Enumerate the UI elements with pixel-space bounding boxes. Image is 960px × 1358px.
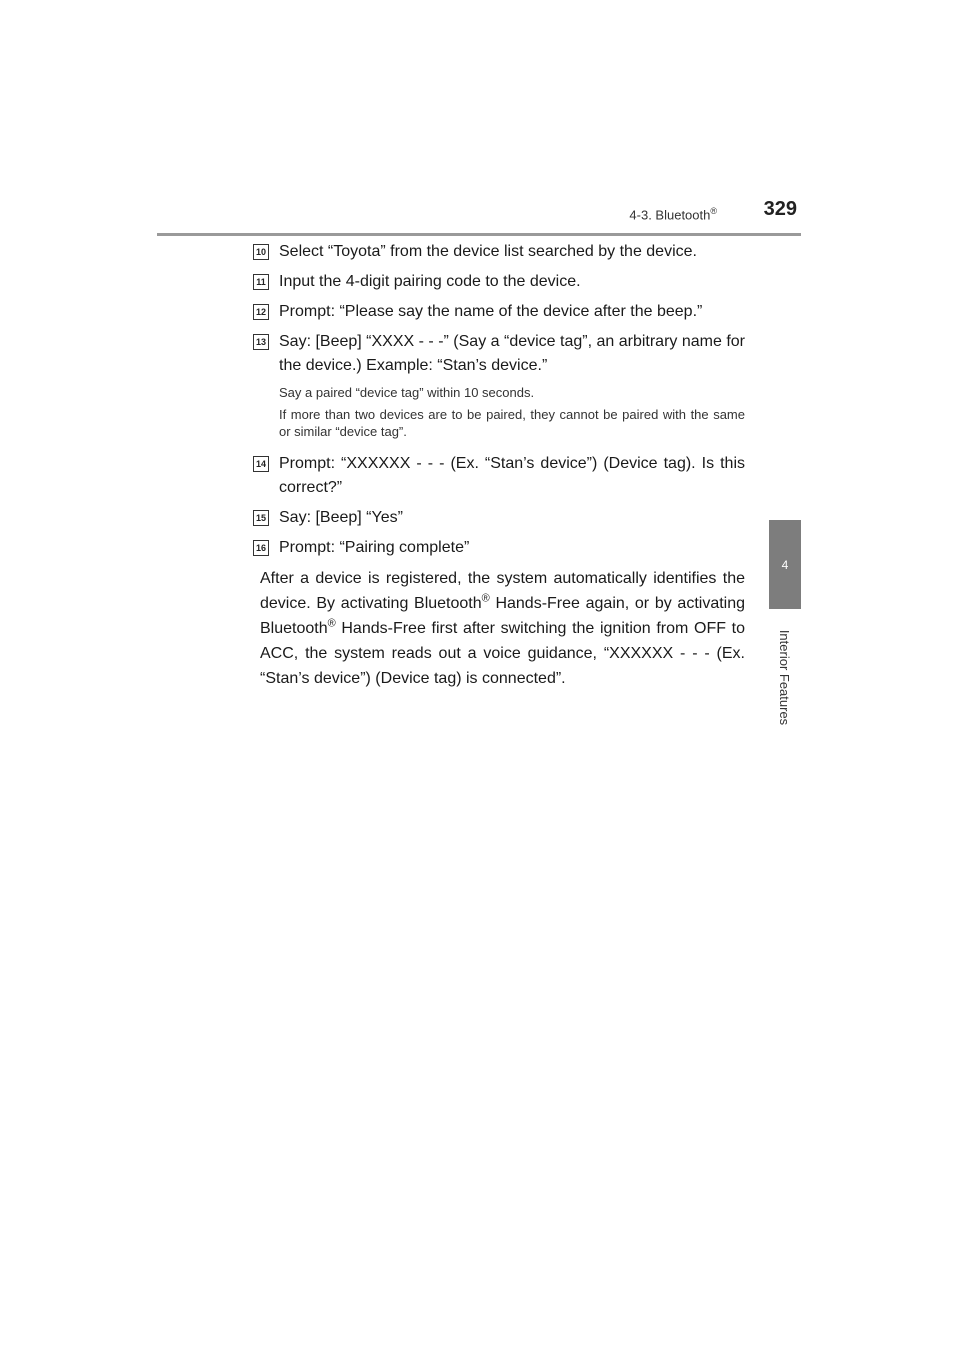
step-number-icon: 12 (253, 304, 269, 320)
step-text: Select “Toyota” from the device list searched by the device. (279, 243, 697, 260)
note-text: Say a paired “device tag” within 10 seconds. (279, 385, 535, 400)
registered-mark: ® (327, 617, 336, 630)
step-16 (253, 536, 745, 560)
section-title: 4-3. Bluetooth® (629, 206, 717, 223)
registered-mark: ® (481, 592, 490, 605)
step-text: Prompt: “Please say the name of the device after the beep.” (279, 303, 703, 320)
page-content (253, 240, 745, 691)
step-14 (253, 452, 745, 500)
step-text: Prompt: “Pairing complete” (279, 539, 470, 556)
page-header (157, 0, 801, 236)
step-text: Prompt: “XXXXXX - - - (Ex. “Stan’s device”) (Device tag). Is this correct?” (279, 455, 745, 496)
step-number-icon: 10 (253, 244, 269, 260)
step-number-icon: 14 (253, 456, 269, 472)
step-number-icon: 13 (253, 334, 269, 350)
chapter-tab[interactable]: 4 (769, 520, 801, 609)
registered-mark: ® (710, 206, 717, 216)
step-number-icon: 11 (253, 274, 269, 290)
step-15 (253, 506, 745, 530)
step-10 (253, 240, 745, 264)
step-12 (253, 300, 745, 324)
step-number-icon: 15 (253, 510, 269, 526)
step-text: Input the 4-digit pairing code to the device. (279, 273, 581, 290)
step-13 (253, 330, 745, 378)
chapter-label: Interior Features (777, 629, 793, 726)
page-number: 329 (763, 198, 797, 220)
step-text: Say: [Beep] “XXXX - - -” (Say a “device tag”, an arbitrary name for the device.) Example: “Stan’s device.” (279, 333, 745, 374)
note-text: If more than two devices are to be paired, they cannot be paired with the same or similar “device tag”. (279, 407, 745, 439)
step-text: Say: [Beep] “Yes” (279, 509, 403, 526)
step-number-icon: 16 (253, 540, 269, 556)
info-paragraph: After a device is registered, the system automatically identifies the device. By activating Bluetooth® Hands-Free again, or by activating Bluetooth® Hands-Free first after switching the ignition from OFF to ACC, the system reads out a voice guidance, “XXXXXX - - - (Ex. “Stan’s device”) (Device tag) is connected”. (260, 570, 746, 687)
step-11 (253, 270, 745, 294)
